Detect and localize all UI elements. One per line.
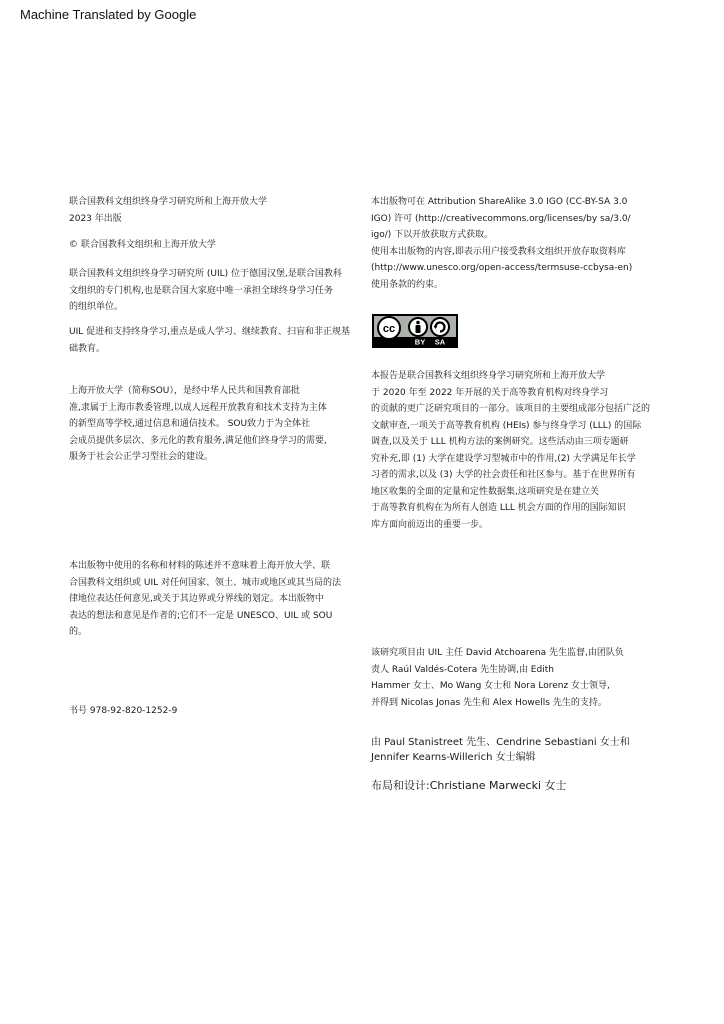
publisher-block xyxy=(69,194,267,227)
text-line: 文组织的专门机构,也是联合国大家庭中唯一承担全球终身学习任务 xyxy=(69,285,333,296)
layout-design-credit xyxy=(371,778,567,795)
text-line: 联合国教科文组织终身学习研究所 (UIL) 位于德国汉堡,是联合国教科 xyxy=(69,269,342,279)
machine-translated-banner: Machine Translated by Google xyxy=(20,7,197,22)
text-line: Jennifer Kearns-Willerich 女士编辑 xyxy=(371,752,536,763)
text-line: 由 Paul Stanistreet 先生、Cendrine Sebastiani 女士和 xyxy=(371,737,630,748)
text-line: 的组织单位。 xyxy=(69,302,124,312)
text-line: 2023 年出版 xyxy=(69,213,122,224)
text-line: 于 2020 年至 2022 年开展的关于高等教育机构对终身学习 xyxy=(371,387,609,398)
text-line: Hammer 女士、Mo Wang 女士和 Nora Lorenz 女士领导, xyxy=(371,681,610,691)
text-line: 调查,以及关于 LLL 机构方法的案例研究。这些活动由三项专题研 xyxy=(371,437,629,447)
uil-about-paragraph xyxy=(69,266,342,316)
text-line: 责人 Raúl Valdés-Cotera 先生协调,由 Edith xyxy=(371,664,554,675)
text-line: 书号 978-92-820-1252-9 xyxy=(69,706,178,716)
sa-label: SA xyxy=(434,337,446,346)
text-line: 的。 xyxy=(69,627,88,637)
project-credits-paragraph xyxy=(371,645,624,711)
text-line: 律地位表达任何意见,或关于其边界或分界线的划定。本出版物中 xyxy=(69,594,324,604)
text-line: 使用条款的约束。 xyxy=(371,279,444,290)
copyright-notice xyxy=(69,237,216,254)
text-line: IGO) 许可 (http://creativecommons.org/licenses/by sa/3.0/ xyxy=(371,213,631,224)
text-line: 表达的想法和意见是作者的;它们不一定是 UNESCO、UIL 或 SOU xyxy=(69,610,333,621)
text-line: 地区收集的全面的定量和定性数据集,这项研究是在建立关 xyxy=(371,486,599,497)
text-line: 库方面向前迈出的重要一步。 xyxy=(371,519,489,530)
text-line: 的新型高等学校,通过信息和通信技术。 SOU致力于为全体社 xyxy=(69,419,311,429)
text-line: 的贡献的更广泛研究项目的一部分。该项目的主要组成部分包括广泛的 xyxy=(371,404,651,414)
cc-by-sa-icon xyxy=(374,316,456,346)
text-line: 于高等教育机构在为所有人创造 LLL 机会方面的作用的国际知识 xyxy=(371,503,626,513)
text-line: 布局和设计:Christiane Marwecki 女士 xyxy=(371,779,567,792)
text-line: igo/) 下以开放获取方式获取。 xyxy=(371,230,494,240)
text-line: 文献审查,一项关于高等教育机构 (HEIs) 参与终身学习 (LLL) 的国际 xyxy=(371,420,642,431)
text-line: 习者的需求,以及 (3) 大学的社会责任和社区参与。基于在世界所有 xyxy=(371,470,636,480)
text-line: (http://www.unesco.org/open-access/termsuse-ccbysa-en) xyxy=(371,263,633,273)
sou-about-paragraph xyxy=(69,383,327,466)
disclaimer-paragraph xyxy=(69,558,341,641)
report-about-paragraph xyxy=(371,368,650,533)
text-line: 本出版物中使用的名称和材料的陈述并不意味着上海开放大学、联 xyxy=(69,561,331,571)
text-line: 础教育。 xyxy=(69,343,106,354)
text-line: 会成员提供多层次、多元化的教育服务,满足他们终身学习的需要, xyxy=(69,435,327,446)
cc-label: cc xyxy=(382,323,396,335)
text-line: 服务于社会公正学习型社会的建设。 xyxy=(69,452,214,462)
license-paragraph xyxy=(371,194,632,293)
text-line: 上海开放大学（简称SOU），是经中华人民共和国教育部批 xyxy=(69,386,300,396)
cc-by-sa-badge xyxy=(372,314,458,348)
text-line: 使用本出版物的内容,即表示用户接受教科文组织开放存取资料库 xyxy=(371,246,626,257)
text-line: 联合国教科文组织终身学习研究所和上海开放大学 xyxy=(69,197,268,207)
text-line: 该研究项目由 UIL 主任 David Atchoarena 先生监督,由团队负 xyxy=(371,648,624,658)
text-line: UIL 促进和支持终身学习,重点是成人学习、继续教育、扫盲和非正规基 xyxy=(69,327,350,337)
text-line: 本出版物可在 Attribution ShareAlike 3.0 IGO (CC-BY-SA 3.0 xyxy=(371,197,628,207)
text-line: 本报告是联合国教科文组织终身学习研究所和上海开放大学 xyxy=(371,371,606,381)
text-line: 并得到 Nicolas Jonas 先生和 Alex Howells 先生的支持。 xyxy=(371,697,607,708)
text-line: 究补充,即 (1) 大学在建设学习型城市中的作用,(2) 大学满足年长学 xyxy=(371,453,636,464)
text-line: 合国教科文组织或 UIL 对任何国家、领土、城市或地区或其当局的法 xyxy=(69,577,341,588)
uil-promotes-paragraph xyxy=(69,324,350,357)
by-label: BY xyxy=(414,337,426,346)
text-line: 准,隶属于上海市教委管理,以成人远程开放教育和技术支持为主体 xyxy=(69,402,327,413)
editors-paragraph xyxy=(371,735,630,765)
isbn-line xyxy=(69,703,177,720)
text-line: © 联合国教科文组织和上海开放大学 xyxy=(69,240,216,250)
